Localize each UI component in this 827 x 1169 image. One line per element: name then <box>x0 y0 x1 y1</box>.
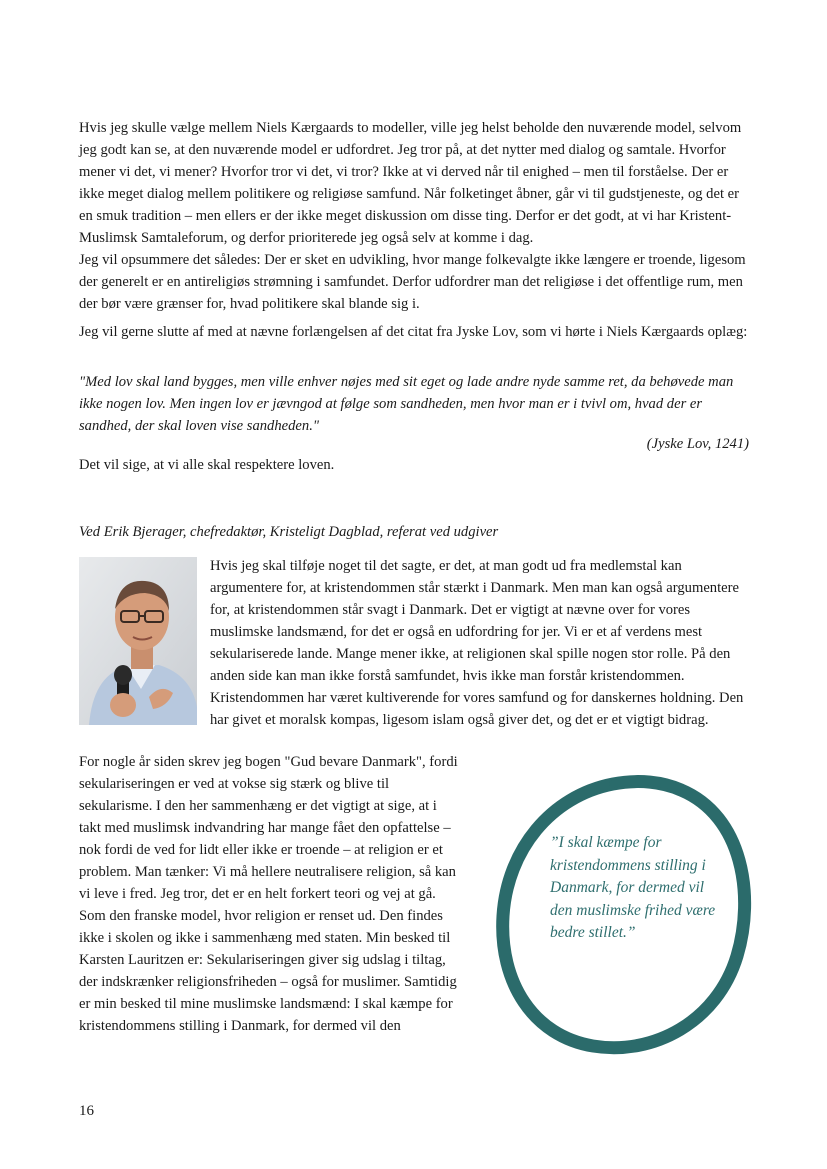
paragraph-closing: Jeg vil gerne slutte af med at nævne forlængelsen af det citat fra Jyske Lov, som vi hørte i Niels Kærgaards oplæg: <box>79 324 748 340</box>
pull-quote: ”I skal kæmpe for kristendommens stilling i Danmark, for dermed vil den muslimske frihed være bedre stillet.” <box>550 834 716 941</box>
page-number: 16 <box>79 1103 94 1119</box>
section-byline: Ved Erik Bjerager, chefredaktør, Kristeligt Dagblad, referat ved udgiver <box>79 524 499 540</box>
quote-attribution: (Jyske Lov, 1241) <box>646 436 749 452</box>
paragraph-intro: Hvis jeg skulle vælge mellem Niels Kærgaards to modeller, ville jeg helst beholde den nuværende model, selvom jeg godt kan se, at den nuværende model er udfordret. Jeg tror på, at det nytter med dialog og samtale. Hvorfor mener vi det, vi mener? Hvorfor tror vi det, vi tror? Ikke at vi derved når til enighed – men til forståelse. Der er ikke meget dialog mellem politikere og religiøse samfund. Når folketinget åbner, går vi til gudstjeneste, og det er en smuk tradition – men ellers er der ikke meget diskussion om disse ting. Derfor er det godt, at vi har Kristent-Muslimsk Samtaleforum, og derfor prioriterede jeg også selv at komme i dag. <box>79 120 742 246</box>
paragraph-summary: Jeg vil opsummere det således: Der er sket en udvikling, hvor mange folkevalgte ikke længere er troende, ligesom der generelt er en antireligiøs strømning i samfundet. Derfor udfordrer man det religiøse i det offentlige rum, men der bør være grænser for, hvad politikere skal blande sig i. <box>79 252 746 312</box>
speaker-photo <box>79 557 197 725</box>
paragraph-book: For nogle år siden skrev jeg bogen "Gud bevare Danmark", fordi sekulariseringen er ved at vokse sig stærk og blive til sekularisme. I den her sammenhæng er det vigtigt at sige, at i takt med muslimsk indvandring har mange fået den opfattelse – nok fordi de ved for lidt eller ikke er troende – at religion er et problem. Man tænker: Vi må hellere neutralisere religion, så kan vi leve i fred. Jeg tror, det er en helt forkert teori og vej at gå. Som den franske model, hvor religion er renset ud. Den findes ikke i skolen og ikke i sammenhæng med staten. Min besked til Karsten Lauritzen er: Sekulariseringen giver sig udslag i tiltag, der indskrænker religionsfriheden – også for muslimer. Samtidig er min besked til mine muslimske landsmænd: I skal kæmpe for kristendommens stilling i Danmark, for dermed vil den <box>79 754 458 1034</box>
jyske-lov-quote: "Med lov skal land bygges, men ville enhver nøjes med sit eget og lade andre nyde samme ret, da behøvede man ikke nogen lov. Men ingen lov er jævngod at følge som sandheden, men hvor man er i tvivl om, hvad der er sandhed, der skal loven vise sandheden." <box>79 374 734 434</box>
paragraph-response: Hvis jeg skal tilføje noget til det sagte, er det, at man godt ud fra medlemstal kan argumentere for, at kristendommen står stærkt i Danmark. Men man kan også argumentere for, at kristendommen står svagt i Danmark. Det er vigtigt at nævne over for vores muslimske landsmænd, for det er også en udfordring for jer. Vi er et af verdens mest sekulariserede lande. Mange mener ikke, at religionen skal spille nogen stor rolle. På den anden side kan man ikke forstå samfundet, hvis ikke man forstår kristendommen. Kristendommen har været kultiverende for vores samfund og for danskernes holdning. Den har givet et moralsk kompas, ligesom islam også giver det, og det er et vigtigt bidrag. <box>210 558 744 728</box>
paragraph-conclusion: Det vil sige, at vi alle skal respektere loven. <box>79 457 335 473</box>
